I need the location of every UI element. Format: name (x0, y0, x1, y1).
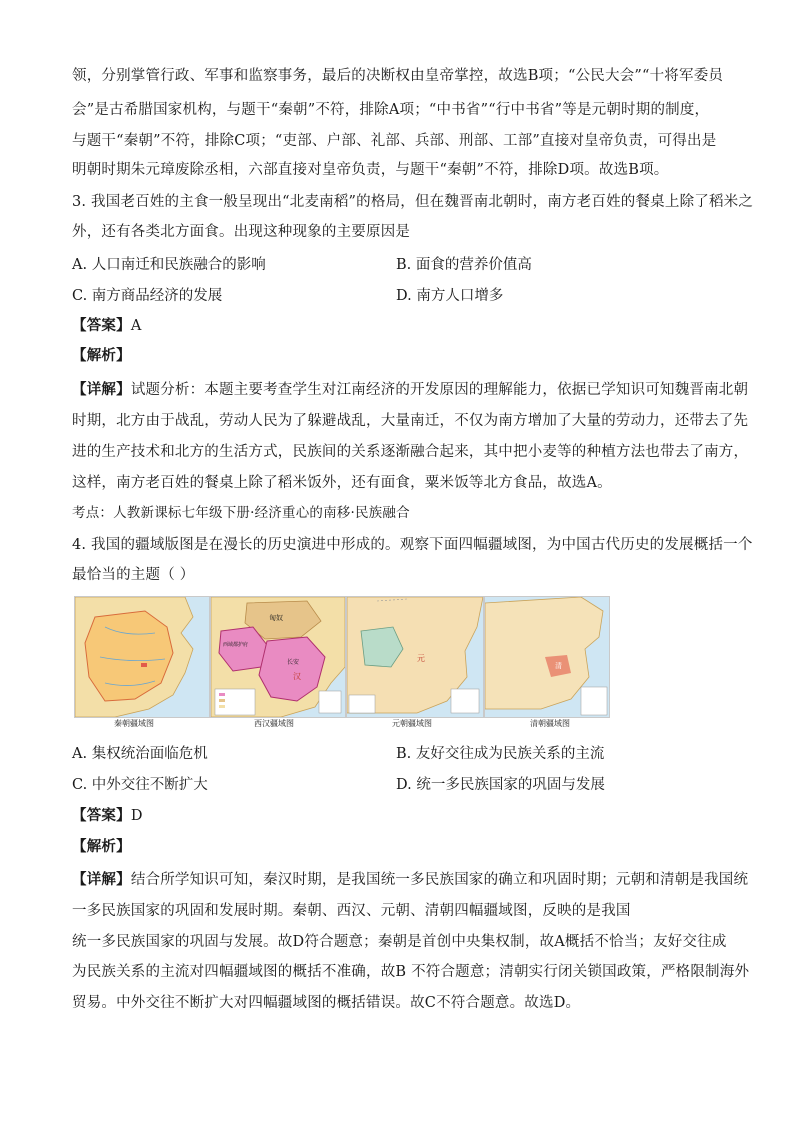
text-line: 与题干“秦朝”不符，排除C项；“吏部、户部、礼部、兵部、刑部、工部”直接对皇帝负责，可得出是 (72, 133, 717, 149)
han-label: 汉 (293, 672, 301, 681)
qing-map-caption: 清朝疆域图 (530, 719, 570, 728)
text-line: 进的生产技术和北方的生活方式，民族间的关系逐渐融合起来，其中把小麦等的种植方法也带去了南方， (72, 444, 749, 460)
q4-analysis-tag: 【解析】 (72, 838, 131, 855)
text-line: 这样，南方老百姓的餐桌上除了稻米饭外，还有面食，粟米饭等北方食品，故选A。 (72, 475, 612, 491)
xiyu-label: 西域都护府 (223, 642, 249, 648)
q4-option-b: B. 友好交往成为民族关系的主流 (396, 746, 605, 762)
yuan-territory-map (346, 596, 484, 718)
qin-map-caption: 秦朝疆域图 (114, 719, 154, 728)
western-han-territory-map (210, 596, 346, 718)
question-4-stem: 4. 我国的疆域版图是在漫长的历史演进中形成的。观察下面四幅疆域图，为中国古代历史的发展概括一个 (72, 537, 753, 553)
q3-answer (72, 316, 732, 336)
text-line: 贸易。中外交往不断扩大对四幅疆域图的概括错误。故C不符合题意。故选D。 (72, 995, 581, 1011)
yuan-map-caption: 元朝疆域图 (392, 719, 432, 728)
text-line: 统一多民族国家的巩固与发展。故D符合题意；秦朝是首创中央集权制，故A概括不恰当；友好交往成 (72, 934, 727, 950)
q3-kaodian: 考点：人教新课标七年级下册·经济重心的南移·民族融合 (72, 505, 410, 521)
territory-maps (74, 596, 714, 732)
text-line: 会”是古希腊国家机构，与题干“秦朝”不符，排除A项；“中书省”“行中书省”等是元朝时期的制度， (72, 102, 710, 118)
answer-value: A (130, 318, 142, 334)
detail-text: 结合所学知识可知，秦汉时期，是我国统一多民族国家的确立和巩固时期；元朝和清朝是我国统 (130, 872, 749, 888)
q3-detail (72, 380, 749, 400)
text-line: 时期，北方由于战乱，劳动人民为了躲避战乱，大量南迁，不仅为南方增加了大量的劳动力，还带去了先 (72, 413, 749, 429)
q3-analysis-tag: 【解析】 (72, 347, 131, 364)
qing-label: 清 (555, 662, 562, 670)
q4-option-d: D. 统一多民族国家的巩固与发展 (396, 777, 605, 793)
question-3-stem: 3. 我国老百姓的主食一般呈现出“北麦南稻”的格局，但在魏晋南北朝时，南方老百姓的餐桌上除了稻米之 (72, 194, 754, 210)
text-line: 领，分别掌管行政、军事和监察事务，最后的决断权由皇帝掌控，故选B项；“公民大会”“十将军委员 (72, 68, 724, 84)
question-4-stem-cont: 最恰当的主题（ ） (72, 567, 195, 583)
answer-tag: 【答案】 (72, 317, 131, 334)
han-map-caption: 西汉疆域图 (254, 719, 294, 728)
text-line: 一多民族国家的巩固和发展时期。秦朝、西汉、元朝、清朝四幅疆域图，反映的是我国 (72, 903, 631, 919)
answer-value: D (130, 808, 143, 824)
q3-option-c: C. 南方商品经济的发展 (72, 288, 223, 304)
detail-tag: 【详解】 (72, 871, 131, 888)
q4-detail (72, 870, 749, 890)
q3-option-a: A. 人口南迁和民族融合的影响 (72, 257, 266, 273)
changan-label: 长安 (287, 659, 300, 666)
q4-option-a: A. 集权统治面临危机 (72, 746, 208, 762)
text-line: 明朝时期朱元璋废除丞相，六部直接对皇帝负责，与题干“秦朝”不符，排除D项。故选B项。 (72, 162, 669, 178)
answer-tag: 【答案】 (72, 807, 131, 824)
q3-option-b: B. 面食的营养价值高 (396, 257, 532, 273)
detail-tag: 【详解】 (72, 381, 131, 398)
detail-text: 试题分析：本题主要考查学生对江南经济的开发原因的理解能力，依据已学知识可知魏晋南北朝 (130, 382, 749, 398)
q3-option-d: D. 南方人口增多 (396, 288, 504, 304)
text-line: 为民族关系的主流对四幅疆域图的概括不准确，故B 不符合题意；清朝实行闭关锁国政策，严格限制海外 (72, 964, 750, 980)
question-3-stem-cont: 外，还有各类北方面食。出现这种现象的主要原因是 (72, 224, 411, 240)
qing-territory-map (484, 596, 610, 718)
q4-option-c: C. 中外交往不断扩大 (72, 777, 208, 793)
q4-answer (72, 806, 732, 826)
xiongnu-label: 匈奴 (269, 614, 283, 622)
yuan-label: 元 (417, 654, 425, 663)
qin-territory-map (74, 596, 210, 718)
